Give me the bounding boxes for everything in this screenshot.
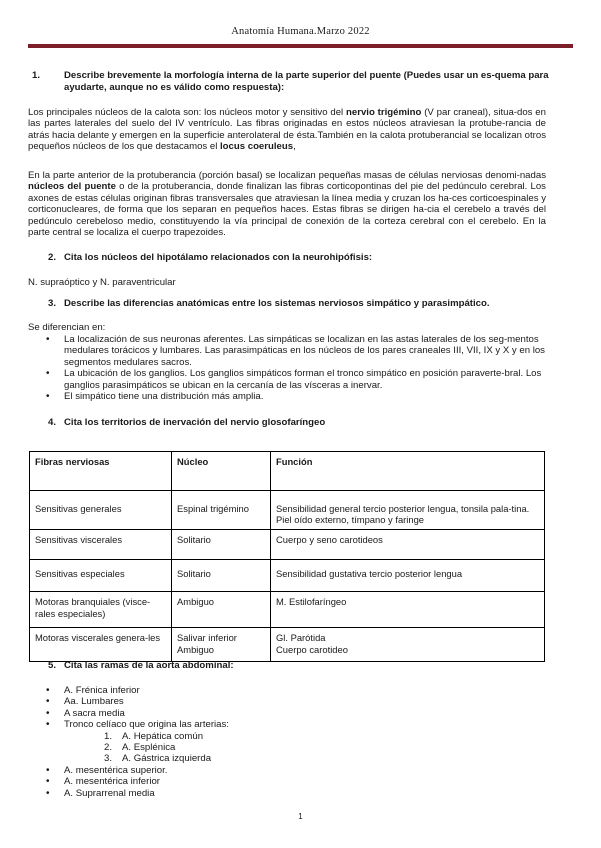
question-number: 1. — [32, 70, 41, 81]
question-number: 3. — [48, 298, 57, 309]
glossopharyngeal-table — [29, 451, 545, 662]
question-5 — [48, 660, 548, 672]
column-header: Núcleo — [172, 452, 271, 491]
answer-bold: núcleos del puente — [28, 181, 116, 193]
answer-1-paragraph-1 — [28, 107, 546, 153]
table-cell: Salivar inferior Ambiguo — [172, 628, 271, 662]
question-3 — [48, 298, 548, 310]
sublist-item — [64, 742, 548, 753]
sublist-number: 3. — [104, 753, 113, 765]
table-row — [30, 628, 545, 662]
tronco-sublist — [64, 731, 548, 765]
table-row — [30, 530, 545, 560]
list-item: • La ubicación de los ganglios. Los ganglios simpáticos forman el tronco simpático en posición paraverte-bral. Los ganglios parasimpáticos se ubican en la cercanía de las vísceras a inervar. — [28, 368, 548, 391]
list-item: • A. mesentérica inferior — [28, 776, 548, 787]
sublist-number: 2. — [104, 742, 113, 754]
table-header-row — [30, 452, 545, 491]
answer-bold: nervio trigémino — [346, 107, 422, 118]
table-cell: Sensitivas generales — [30, 491, 172, 530]
sublist-number: 1. — [104, 730, 113, 742]
answer-text: , — [293, 141, 296, 153]
sublist-item — [64, 731, 548, 742]
list-item — [28, 719, 548, 765]
question-1 — [32, 70, 564, 93]
answer-3-intro: Se diferencian en: — [28, 322, 106, 333]
question-text: Describe las diferencias anatómicas entre los sistemas nerviosos simpático y parasimpático. — [64, 298, 490, 309]
table-cell: Solitario — [172, 560, 271, 592]
sublist-item — [64, 753, 548, 764]
list-item: • La localización de sus neuronas aferentes. Las simpáticas se localizan en las astas laterales de los seg-mentos medulares torácicos y lumbares. Las parasimpáticas en los núcleos de los pares craneales III, VII, IX y X y en los segmentos medulares sacros. — [28, 334, 548, 368]
question-number: 5. — [48, 660, 57, 671]
answer-text: (V par craneal), situa-dos en las partes laterales del suelo del IV ventrículo. Las fibras originadas en estos núcleos atraviesan la protube-rancia de atrás hacia delante y emergen en la superficie anterolateral de ésta.También en la calota protuberancial se localizan otros pequeños núcleos de los que destacamos el — [28, 107, 546, 153]
list-item: • A. Suprarrenal media — [28, 788, 548, 799]
table-cell: Sensitivas viscerales — [30, 530, 172, 560]
table-cell: Motoras viscerales genera-les — [30, 628, 172, 662]
table-cell: Motoras branquiales (visce-rales especiales) — [30, 592, 172, 628]
table-cell: Ambiguo — [172, 592, 271, 628]
table-row — [30, 592, 545, 628]
sublist-text: A. Gástrica izquierda — [122, 753, 212, 765]
page-number: 1 — [298, 812, 303, 821]
table-cell: M. Estilofaríngeo — [271, 592, 545, 628]
answer-text: o de la protuberancia, donde finalizan las fibras corticopontinas del pie del pedúnculo cerebral. Los axones de estas células originan fibras transversales que atraviesan la línea media y cruzan los ha-ces corticoespinales y corticonucleares, de forma que los separan en pequeños haces. Estas fibras se dirigen ha-cia el cerebelo a través del pedúnculo cerebeloso medio, constituyendo la vía principal de conexión de la corteza cerebral con el cerebelo. En la parte central se localiza el cuerpo trapezoides. — [28, 181, 546, 239]
table-cell: Espinal trigémino — [172, 491, 271, 530]
header-rule — [28, 44, 573, 48]
tronco-label: Tronco celíaco que origina las arterias: — [64, 719, 229, 731]
answer-text: Los principales núcleos de la calota son: los núcleos motor y sensitivo del — [28, 107, 347, 118]
list-item: • El simpático tiene una distribución más amplia. — [28, 391, 548, 402]
table-row — [30, 491, 545, 530]
sublist-text: A. Esplénica — [122, 742, 176, 754]
list-item: • Aa. Lumbares — [28, 696, 548, 707]
table-row — [30, 560, 545, 592]
sublist-text: A. Hepática común — [122, 730, 204, 742]
question-4 — [48, 417, 548, 429]
question-text: Cita las ramas de la aorta abdominal: — [64, 660, 234, 671]
table-cell: Sensibilidad gustativa tercio posterior lengua — [271, 560, 545, 592]
question-text: Describe brevemente la morfología interna de la parte superior del puente (Puedes usar un es-quema para ayudarte, aunque no es válido como respuesta): — [64, 70, 549, 93]
answer-2: N. supraóptico y N. paraventricular — [28, 277, 176, 288]
question-number: 2. — [48, 252, 57, 263]
answer-3-list — [28, 334, 548, 402]
table-cell: Sensitivas especiales — [30, 560, 172, 592]
list-item: • A. mesentérica superior. — [28, 765, 548, 776]
table-cell: Sensibilidad general tercio posterior lengua, tonsila pala-tina. Piel oído externo, tímpano y faringe — [271, 491, 545, 530]
list-item: • A. Frénica inferior — [28, 685, 548, 696]
answer-1-paragraph-2 — [28, 170, 546, 238]
table-cell: Solitario — [172, 530, 271, 560]
answer-bold: locus coeruleus — [220, 141, 294, 153]
list-item: • A sacra media — [28, 708, 548, 719]
column-header: Función — [271, 452, 545, 491]
column-header: Fibras nerviosas — [30, 452, 172, 491]
answer-text: En la parte anterior de la protuberancia (porción basal) se localizan pequeñas masas de células nerviosas denomi-nadas — [28, 170, 546, 181]
question-text: Cita los núcleos del hipotálamo relacionados con la neurohipófisis: — [64, 252, 373, 263]
page-header: Anatomía Humana.Marzo 2022 — [231, 26, 370, 37]
table-cell: Gl. Parótida Cuerpo carotideo — [271, 628, 545, 662]
table-cell: Cuerpo y seno carotideos — [271, 530, 545, 560]
question-number: 4. — [48, 417, 57, 428]
question-text: Cita los territorios de inervación del nervio glosofaríngeo — [64, 417, 326, 428]
question-2 — [48, 252, 548, 264]
answer-5-list — [28, 685, 548, 799]
